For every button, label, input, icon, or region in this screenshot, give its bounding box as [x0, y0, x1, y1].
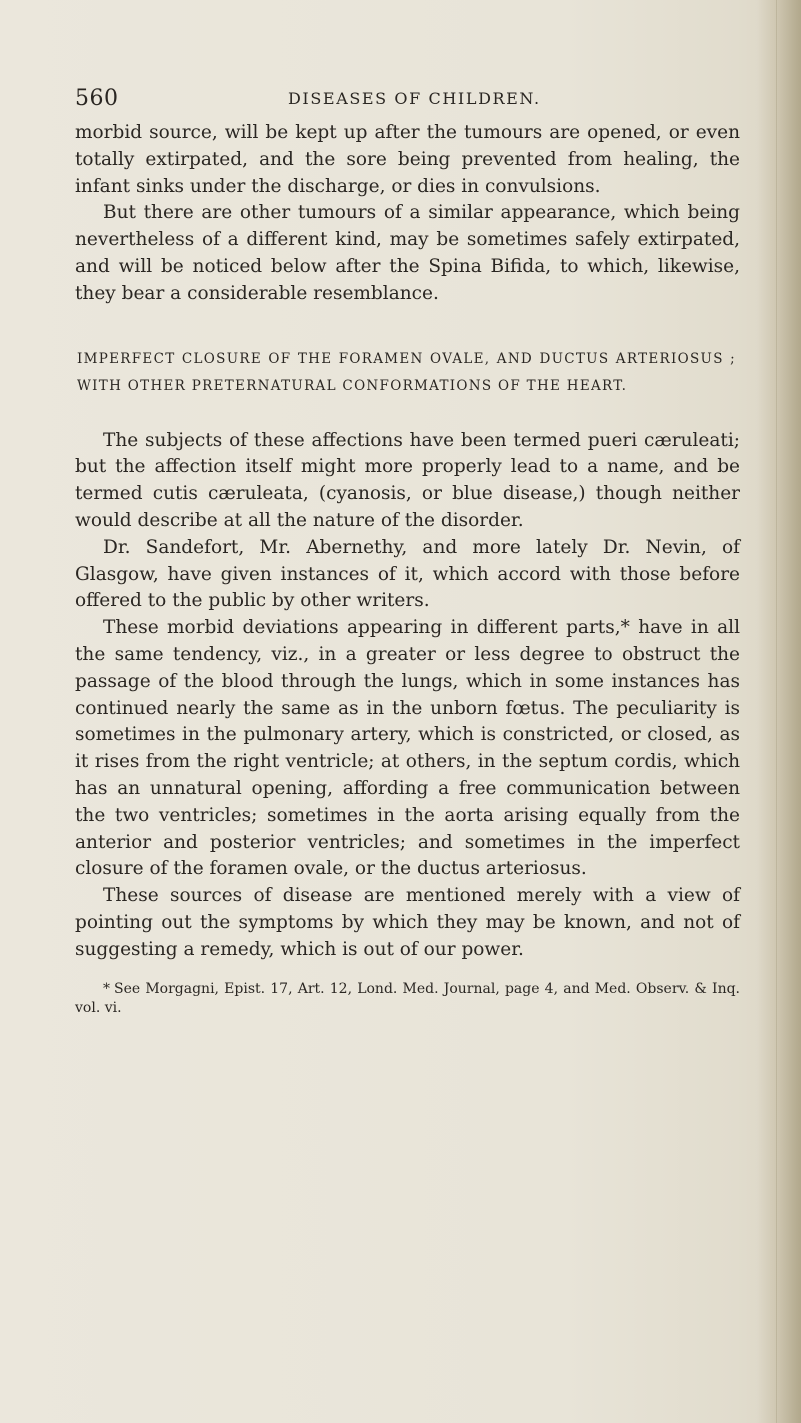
footnote [75, 980, 740, 1018]
running-head: DISEASES OF CHILDREN. [288, 89, 541, 108]
page-number: 560 [75, 86, 119, 111]
paragraph-other-tumours: But there are other tumours of a similar appearance, which being nevertheless of a different kind, may be sometimes safely extirpated, and will be noticed below after the Spina Bifida, to which, likewise, they bear a considerable resemblance. [75, 202, 740, 304]
page-edge-line [776, 0, 777, 1423]
footnote-mark: * [103, 980, 110, 997]
page-edge-shadow [757, 0, 801, 1423]
paragraph-continuation: morbid source, will be kept up after the tumours are opened, or even totally extirpated, and the sore being prevented from healing, the infant sinks under the discharge, or dies in convulsions. [75, 122, 740, 197]
paragraph-subjects: The subjects of these affections have been termed pueri cæruleati; but the affection itself might more properly lead to a name, and be termed cutis cæruleata, (cyanosis, or blue disease,) though neither would describe at all the nature of the disorder. [75, 429, 740, 531]
paragraph-instances: Dr. Sandefort, Mr. Abernethy, and more lately Dr. Nevin, of Glasgow, have given instances of it, which accord with those before offered to the public by other writers. [75, 536, 740, 612]
section-heading: IMPERFECT CLOSURE OF THE FORAMEN OVALE, AND DUCTUS ARTERIOSUS ; WITH OTHER PRETERNATURAL CONFORMATIONS OF THE HEART. [77, 350, 736, 394]
paragraph-sources-of-disease: These sources of disease are mentioned merely with a view of pointing out the symptoms by which they may be known, and not of suggesting a remedy, which is out of our power. [75, 885, 740, 960]
body-text [75, 120, 740, 1018]
paragraph-morbid-deviations: These morbid deviations appearing in different parts,* have in all the same tendency, viz., in a greater or less degree to obstruct the passage of the blood through the lungs, which in some instances has continued nearly the same as in the unborn fœtus. The peculiarity is sometimes in the pulmonary artery, which is constricted, or closed, as it rises from the right ventricle; at others, in the septum cordis, which has an unnatural opening, affording a free communication between the two ventricles; sometimes in the aorta arising equally from the anterior and posterior ventricles; and sometimes in the imperfect closure of the foramen ovale, or the ductus arteriosus. [75, 617, 740, 880]
footnote-text: See Morgagni, Epist. 17, Art. 12, Lond. Med. Journal, page 4, and Med. Observ. & Inq. vol. vi. [75, 980, 740, 1016]
page-header [75, 84, 740, 114]
